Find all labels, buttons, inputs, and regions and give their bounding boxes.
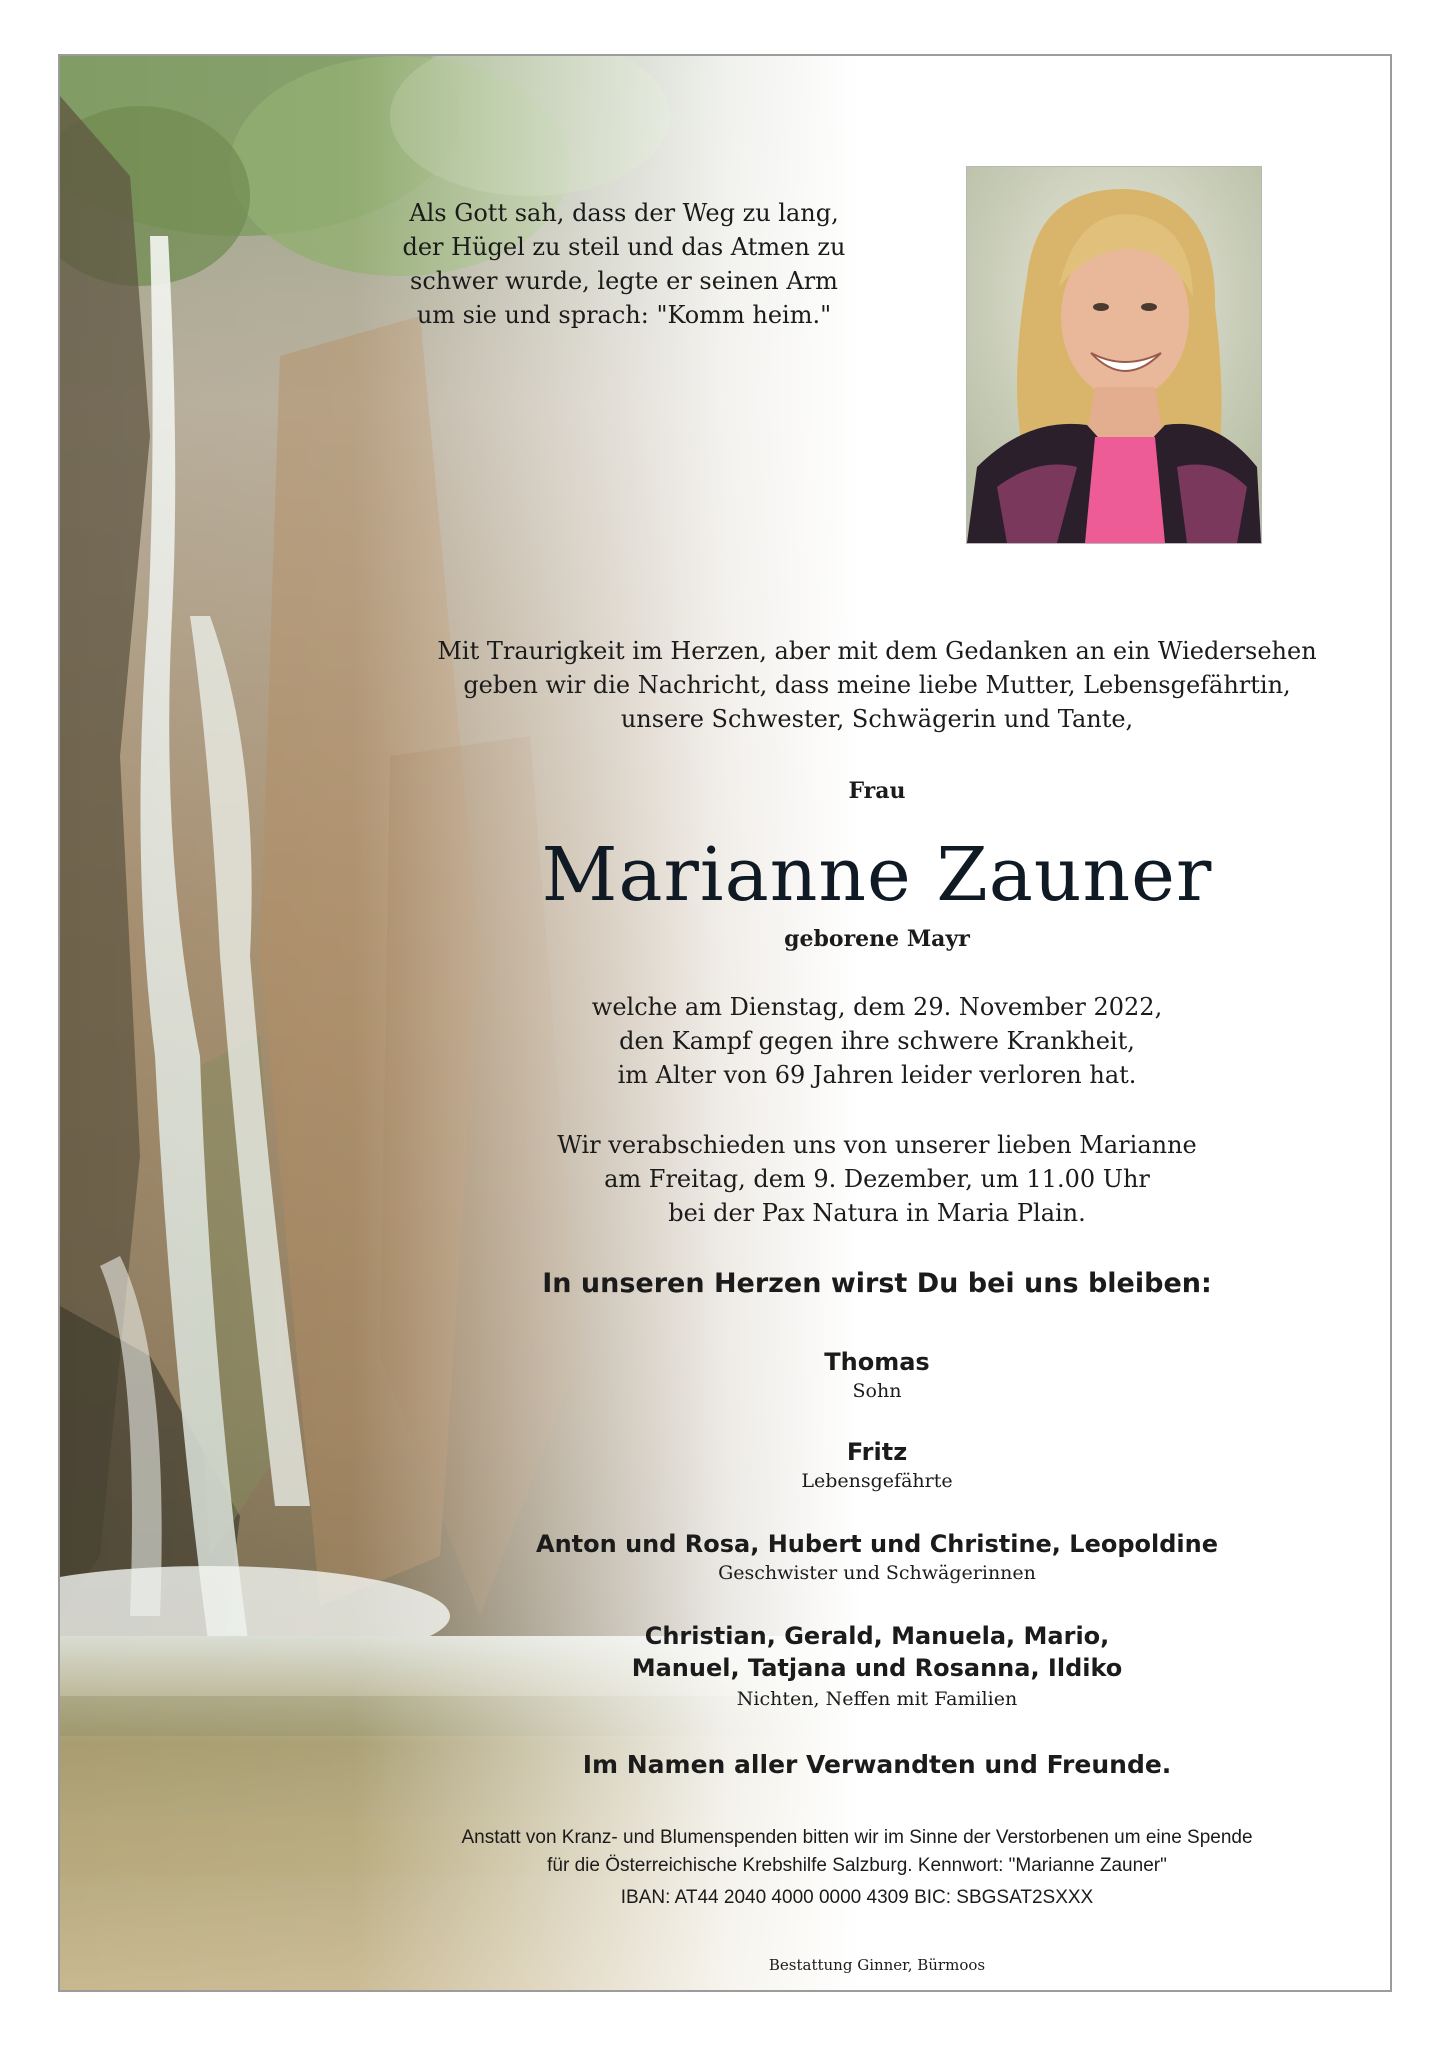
portrait-photo	[966, 166, 1262, 544]
mourner-relation: Sohn	[852, 1380, 902, 1402]
maiden-name: geborene Mayr	[784, 926, 970, 952]
mourner-relation: Nichten, Neffen mit Familien	[736, 1688, 1018, 1710]
mourner-names: Anton und Rosa, Hubert und Christine, Leopoldine	[536, 1530, 1218, 1558]
donation-request: Anstatt von Kranz- und Blumenspenden bitten wir im Sinne der Verstorbenen um eine Spende für die Österreichische Krebshilfe Salzburg. Kennwort: "Marianne Zauner"	[461, 1827, 1253, 1876]
bank-details: IBAN: AT44 2040 4000 0000 4309 BIC: SBGSAT2SXXX	[620, 1887, 1094, 1908]
mourner-relation: Lebensgefährte	[801, 1470, 953, 1492]
announcement-text: Mit Traurigkeit im Herzen, aber mit dem Gedanken an ein Wiedersehen geben wir die Nachricht, dass meine liebe Mutter, Lebensgefährtin, unsere Schwester, Schwägerin und Tante,	[437, 637, 1317, 733]
funeral-home: Bestattung Ginner, Bürmoos	[768, 1956, 986, 1974]
mourner-names: Thomas	[824, 1348, 930, 1376]
death-notice-text: welche am Dienstag, dem 29. November 2022, den Kampf gegen ihre schwere Krankheit, im Alter von 69 Jahren leider verloren hat.	[591, 993, 1163, 1089]
closing-line: Im Namen aller Verwandten und Freunde.	[582, 1750, 1172, 1779]
deceased-name: Marianne Zauner	[541, 832, 1213, 918]
mourners-heading: In unseren Herzen wirst Du bei uns bleiben:	[542, 1268, 1212, 1299]
farewell-text: Wir verabschieden uns von unserer lieben Marianne am Freitag, dem 9. Dezember, um 11.00 Uhr bei der Pax Natura in Maria Plain.	[557, 1131, 1197, 1227]
mourner-names: Christian, Gerald, Manuela, Mario, Manuel, Tatjana und Rosanna, Ildiko	[631, 1622, 1123, 1682]
verse-text: Als Gott sah, dass der Weg zu lang, der Hügel zu steil und das Atmen zu schwer wurde, legte er seinen Arm um sie und sprach: "Komm heim."	[402, 199, 846, 329]
mourner-names: Fritz	[846, 1438, 908, 1466]
salutation: Frau	[848, 778, 906, 804]
mourner-relation: Geschwister und Schwägerinnen	[718, 1562, 1036, 1584]
obituary-card	[58, 54, 1392, 1992]
